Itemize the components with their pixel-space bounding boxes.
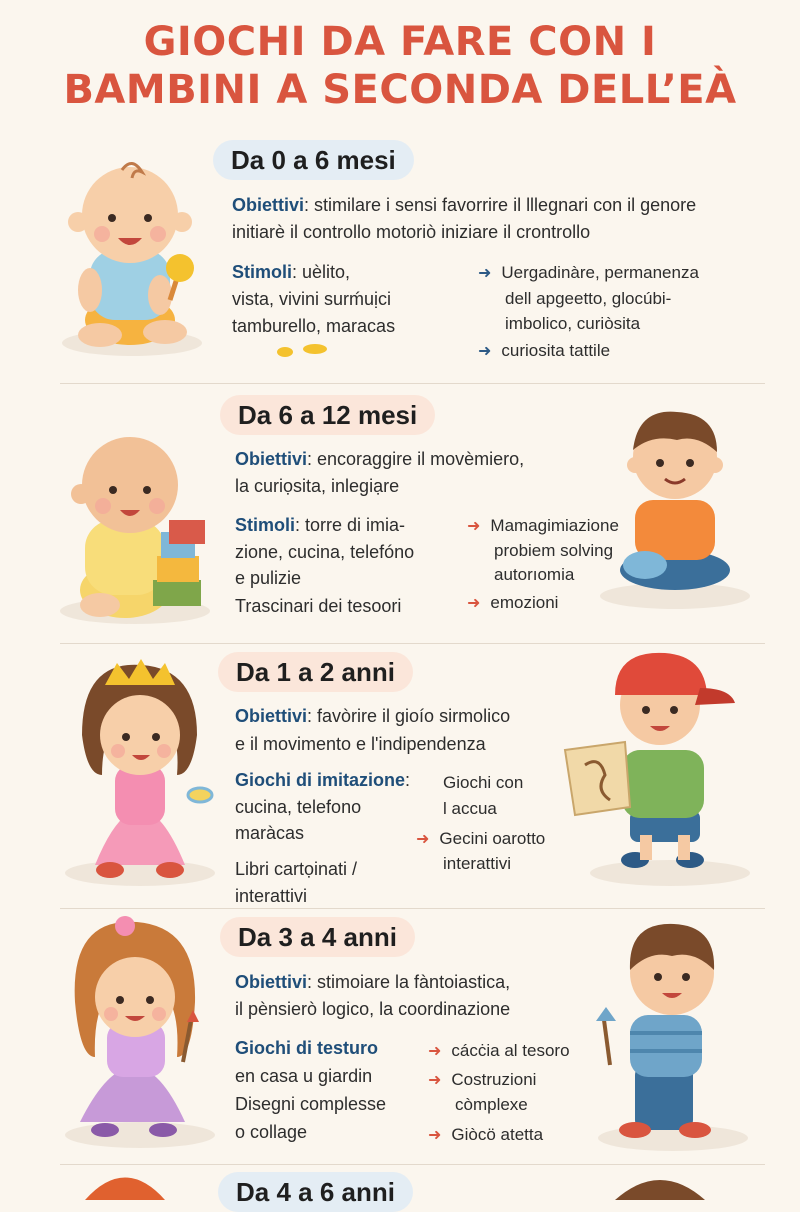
age-heading-4-6: Da 4 a 6 anni: [218, 1172, 413, 1212]
list-item: [478, 338, 610, 364]
title-line-2: BAMBINI A SECONDA DELL’EÀ: [63, 67, 737, 113]
objectives-line-2: e il movimento e l'indipendenza: [235, 734, 486, 754]
baby-icon: [60, 150, 210, 360]
stimuli-line-1: [235, 1036, 378, 1061]
list-item-text: Gecini oarotto: [439, 829, 546, 848]
stimuli-line-2: en casa u giardin: [235, 1066, 373, 1086]
divider: [60, 383, 765, 384]
child-head-icon: [615, 1176, 705, 1200]
boy-icon: [560, 650, 760, 875]
stimuli-label: Giochi di testuro: [235, 1038, 379, 1058]
objectives-line-1: [235, 447, 524, 472]
stimuli-line-2: vista, vivini surḿuịci: [232, 289, 392, 309]
objectives-text: : stimilare i sensi favorrire il lllegnari con il genore: [304, 195, 697, 215]
list-item: [428, 1067, 536, 1093]
list-item-text: Mamagimiazione: [490, 516, 619, 535]
princess-girl-icon: [70, 655, 215, 880]
stimuli-line-4: o collage: [235, 1122, 308, 1142]
stimuli-line-1: [232, 260, 350, 285]
stimuli-line-5: interattivi: [235, 886, 308, 906]
objectives-line-1: [235, 970, 510, 995]
divider: [60, 643, 765, 644]
objectives-label: Obiettivi: [235, 449, 308, 469]
objectives-text: : stimoiare la fàntoiastica,: [307, 972, 511, 992]
page-title: [0, 18, 800, 114]
objectives-line-2: il pènsierò logico, la coordinazione: [235, 999, 511, 1019]
list-item: [467, 590, 558, 616]
stimuli-text: :: [405, 770, 411, 790]
objectives-line-1: [232, 193, 696, 218]
stimuli-line-1: [235, 513, 405, 538]
title-line-1: GIOCHI DA FARE CON I: [143, 19, 657, 65]
list-item: [467, 513, 619, 539]
age-heading-3-4: Da 3 a 4 anni: [220, 917, 415, 957]
stimuli-line-4: Libri cartọinati /: [235, 859, 358, 879]
age-heading-1-2: Da 1 a 2 anni: [218, 652, 413, 692]
stimuli-label: Stimoli: [232, 262, 293, 282]
list-item-text: cácċia al tesoro: [451, 1041, 570, 1060]
stimuli-text: : torre di imia-: [295, 515, 406, 535]
objectives-label: Obiettivi: [235, 972, 308, 992]
objectives-line-1: [235, 704, 510, 729]
objectives-line-2: initiarè il controllo motoriò iniziare il crontrollo: [232, 222, 591, 242]
list-item-text: Giochi con: [443, 773, 524, 792]
divider: [60, 1164, 765, 1165]
stimuli-text: : uèlito,: [292, 262, 351, 282]
boy-icon: [590, 915, 750, 1145]
stimuli-label: Giochi di imitazione: [235, 770, 406, 790]
divider: [60, 908, 765, 909]
stimuli-line-3: Disegni complesse: [235, 1094, 387, 1114]
list-item-text: Uergadinàre, permanenza: [501, 263, 699, 282]
list-item: [428, 1122, 543, 1148]
age-heading-6-12: Da 6 a 12 mesi: [220, 395, 435, 435]
list-item: [416, 826, 545, 852]
boy-icon: [605, 395, 755, 605]
arrow-right-icon: ➜: [428, 1043, 442, 1060]
arrow-right-icon: ➜: [467, 595, 481, 612]
list-item: [478, 260, 699, 286]
list-item-text: Costruzioni: [451, 1070, 537, 1089]
arrow-right-icon: ➜: [467, 518, 481, 535]
age-heading-0-6: Da 0 a 6 mesi: [213, 140, 414, 180]
stimuli-line-2: zione, cucina, telefóno: [235, 542, 415, 562]
stimuli-line-2: cucina, telefono: [235, 797, 362, 817]
stimuli-line-3: tamburello, maracas: [232, 316, 396, 336]
stimuli-label: Stimoli: [235, 515, 296, 535]
list-item-cont: còmplexe: [455, 1095, 528, 1114]
objectives-text: : favòrire il gioío sirmolico: [307, 706, 511, 726]
arrow-right-icon: ➜: [416, 831, 430, 848]
stimuli-line-3: maràcas: [235, 823, 305, 843]
arrow-right-icon: ➜: [478, 265, 492, 282]
list-item-text: emozioni: [490, 593, 559, 612]
list-item-cont: dell apgeetto, glocúbi-: [505, 289, 672, 308]
list-item-cont: probiem solving: [494, 541, 614, 560]
child-head-icon: [85, 1172, 165, 1200]
girl-painter-icon: [65, 912, 210, 1142]
list-item-text: curiosita tattile: [501, 341, 611, 360]
list-item-cont: autorıomia: [494, 565, 575, 584]
arrow-right-icon: ➜: [428, 1072, 442, 1089]
objectives-text: : encoraggire il movèmiero,: [307, 449, 525, 469]
arrow-right-icon: ➜: [428, 1127, 442, 1144]
arrow-right-icon: ➜: [478, 343, 492, 360]
stimuli-line-3: e pulizie: [235, 568, 302, 588]
list-item-cont: l accua: [443, 799, 497, 818]
stimuli-line-4: Trascinari dei tesoori: [235, 596, 402, 616]
objectives-line-2: la curiọsita, inlegiạre: [235, 476, 400, 496]
objectives-label: Obiettivi: [232, 195, 305, 215]
list-item-text: Giòcö atetta: [451, 1125, 544, 1144]
objectives-label: Obiettivi: [235, 706, 308, 726]
list-item-cont: imbolico, curiòsita: [505, 314, 641, 333]
list-item-cont: interattivi: [443, 854, 512, 873]
list-item: [428, 1038, 570, 1064]
baby-icon: [65, 420, 215, 625]
stimuli-line-1: [235, 768, 410, 793]
cookie-crumbs-icon: [270, 340, 340, 362]
